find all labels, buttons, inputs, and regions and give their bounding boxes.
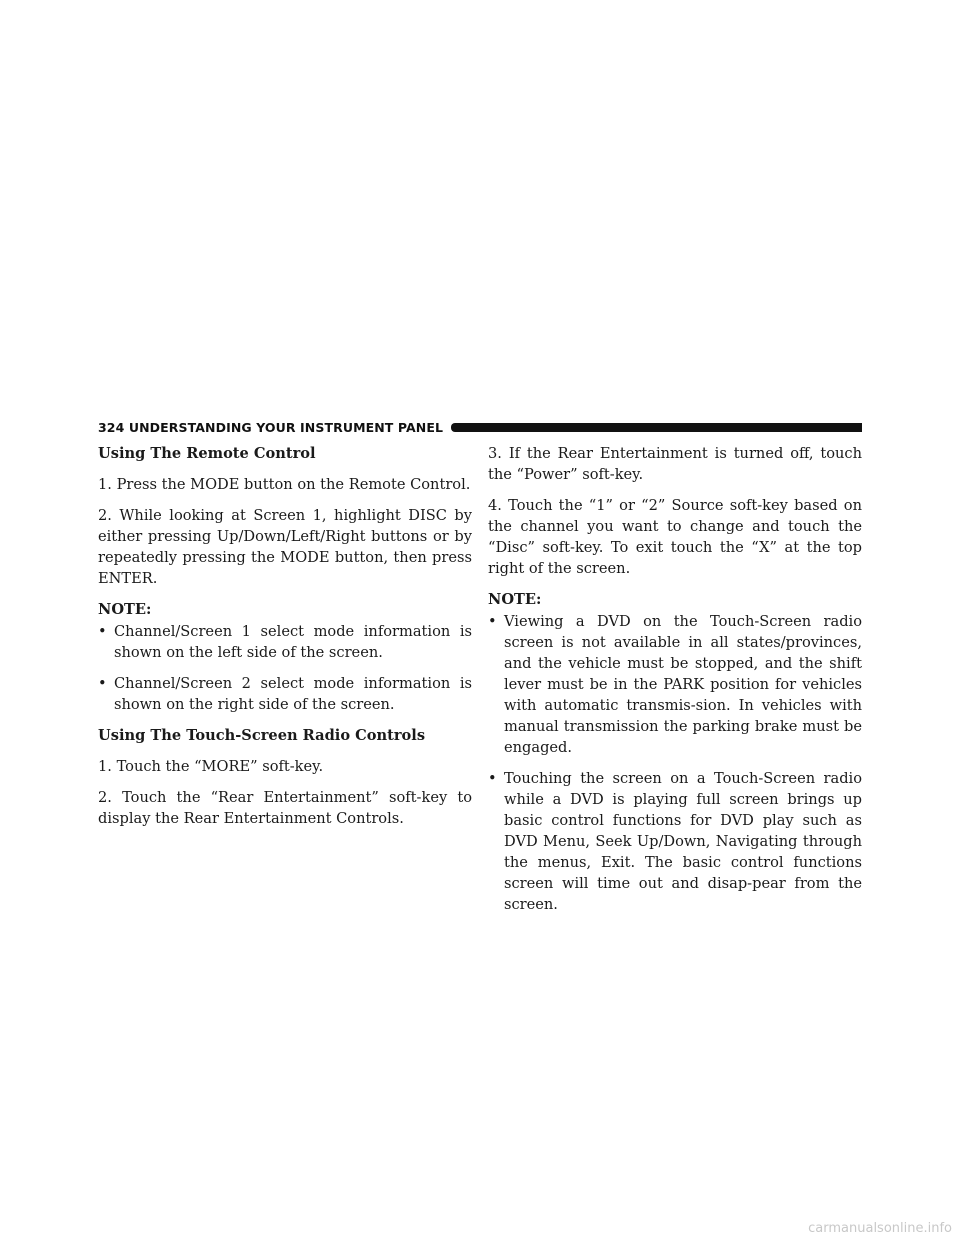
section-heading-touch-screen: Using The Touch-Screen Radio Controls [98, 727, 426, 744]
bullet-dot-icon: • [98, 623, 107, 640]
note-label: NOTE: [98, 601, 152, 618]
step-4-paragraph: 4. Touch the “1” or “2” Source soft-key based on the channel you want to change and touch the “Disc” soft-key. To exit touch the “X” at the top right of the screen. [488, 497, 862, 577]
step-1-paragraph: 1. Touch the “MORE” soft-key. [98, 758, 324, 775]
step-2-paragraph: 2. Touch the “Rear Entertainment” soft-key to display the Rear Entertainment Controls. [98, 789, 472, 827]
header-rule [451, 423, 862, 432]
watermark-text: carmanualsonline.info [808, 1221, 952, 1236]
page-header-text: 324 UNDERSTANDING YOUR INSTRUMENT PANEL [98, 419, 444, 435]
step-3-paragraph: 3. If the Rear Entertainment is turned off, touch the “Power” soft-key. [488, 445, 862, 483]
note-bullet-item [488, 768, 862, 915]
note-bullet-item [98, 621, 472, 663]
bullet-dot-icon: • [488, 613, 497, 630]
left-column [98, 443, 472, 839]
step-2-paragraph: 2. While looking at Screen 1, highlight DISC by either pressing Up/Down/Left/Right buttons or by repeatedly pressing the MODE button, then press ENTER. [98, 507, 472, 587]
note-bullet-item [98, 673, 472, 715]
note-bullet-list [98, 621, 472, 715]
section-heading-remote-control: Using The Remote Control [98, 445, 316, 462]
note-bullet-text: Channel/Screen 1 select mode information is shown on the left side of the screen. [114, 623, 472, 661]
step-1-paragraph: 1. Press the MODE button on the Remote Control. [98, 476, 471, 493]
page-header [98, 418, 862, 436]
note-bullet-text: Viewing a DVD on the Touch-Screen radio screen is not available in all states/provinces, and the vehicle must be stopped, and the shift lever must be in the PARK position for vehicles with automatic transmis-sion. In vehicles with manual transmission the parking brake must be engaged. [504, 613, 862, 756]
note-label: NOTE: [488, 591, 542, 608]
note-bullet-text: Channel/Screen 2 select mode information is shown on the right side of the screen. [114, 675, 472, 713]
note-bullet-text: Touching the screen on a Touch-Screen radio while a DVD is playing full screen brings up basic control functions for DVD play such as DVD Menu, Seek Up/Down, Navigating through the menus, Exit. The basic control functions screen will time out and disap-pear from the screen. [504, 770, 862, 913]
right-column [488, 443, 862, 925]
bullet-dot-icon: • [98, 675, 107, 692]
note-bullet-list [488, 611, 862, 915]
bullet-dot-icon: • [488, 770, 497, 787]
note-bullet-item [488, 611, 862, 758]
